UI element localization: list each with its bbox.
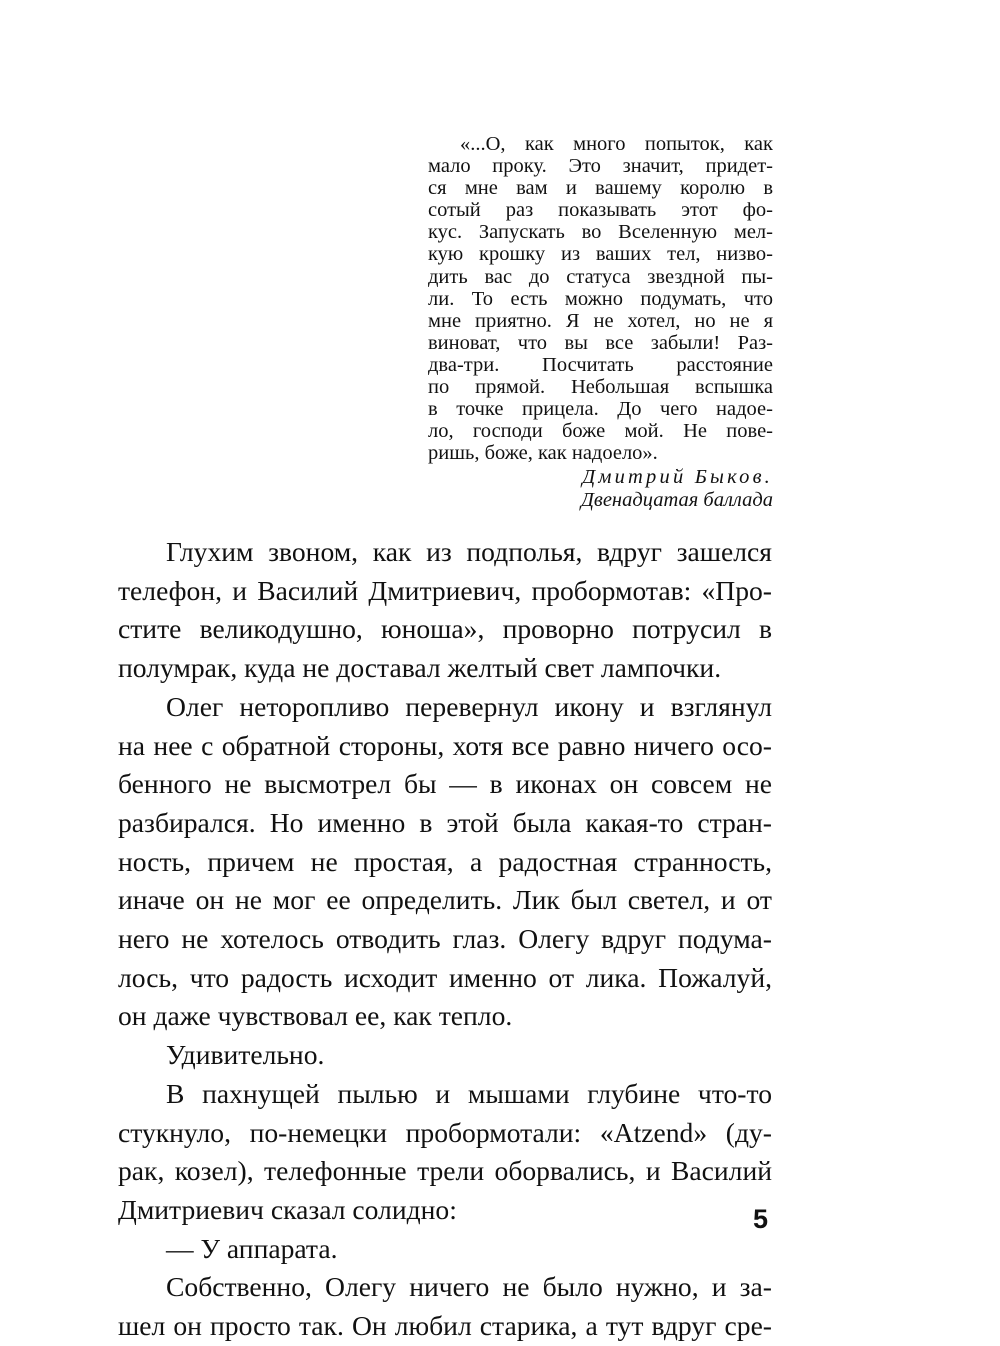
body-line: Глухим звоном, как из подполья, вдруг зашелся xyxy=(166,536,772,567)
epigraph-work-title: Двенадцатая баллада xyxy=(580,488,773,511)
body-line: ность, причем не простая, а радостная странность, xyxy=(118,845,772,877)
body-line: лось, что радость исходит именно от лика. Пожалуй, xyxy=(118,961,772,993)
epigraph-line: ло, господи боже мой. Не пове- xyxy=(428,420,773,443)
body-line: Удивительно. xyxy=(166,1039,325,1071)
page-number: 5 xyxy=(752,1204,768,1234)
body-line: Дмитриевич сказал солидно: xyxy=(118,1193,457,1225)
epigraph-line: кус. Запускать во Вселенную мел- xyxy=(428,221,773,244)
epigraph-line: мало проку. Это значит, придет- xyxy=(428,155,773,178)
body-line: иначе он не мог ее определить. Лик был светел, и от xyxy=(118,884,772,916)
epigraph-line: ли. То есть можно подумать, что xyxy=(428,287,773,310)
body-line: стите великодушно, юноша», проворно потрусил в xyxy=(118,613,772,645)
epigraph-line: сотый раз показывать этот фо- xyxy=(428,199,773,222)
epigraph-line: по прямой. Небольшая вспышка xyxy=(428,376,773,399)
body-line: Олег неторопливо перевернул икону и взглянул xyxy=(166,690,772,722)
body-line: рак, козел), телефонные трели оборвались, и Василий xyxy=(118,1155,772,1187)
body-line: разбирался. Но именно в этой была какая-то стран- xyxy=(118,806,772,838)
body-line: него не хотелось отводить глаз. Олегу вдруг подума- xyxy=(118,923,772,955)
epigraph-line: «...О, как много попыток, как xyxy=(460,133,773,155)
epigraph-author: Дмитрий Быков. xyxy=(582,466,773,489)
body-line: полумрак, куда не доставал желтый свет лампочки. xyxy=(118,652,722,684)
epigraph-line: кую крошку из ваших тел, низво- xyxy=(428,243,773,266)
body-line: шел он просто так. Он любил старика, а тут вдруг сре- xyxy=(118,1310,772,1342)
epigraph-line: два-три. Посчитать расстояние xyxy=(428,353,773,376)
body-line: В пахнущей пылью и мышами глубине что-то xyxy=(166,1077,772,1109)
epigraph-line: ришь, боже, как надоело». xyxy=(428,442,658,465)
body-line: он даже чувствовал ее, как тепло. xyxy=(118,1000,513,1032)
epigraph-line: дить вас до статуса звездной пы- xyxy=(428,265,773,288)
body-line: стукнуло, по-немецки пробормотали: «Atzend» (ду- xyxy=(118,1116,772,1148)
epigraph xyxy=(428,133,773,511)
body-line: — У аппарата. xyxy=(166,1232,338,1264)
body-line: Собственно, Олегу ничего не было нужно, и за- xyxy=(166,1271,772,1303)
body-line: телефон, и Василий Дмитриевич, пробормотав: «Про- xyxy=(118,574,772,606)
body-line: бенного не высмотрел бы — в иконах он совсем не xyxy=(118,768,772,800)
body-text xyxy=(118,533,772,1346)
epigraph-line: в точке прицела. До чего надое- xyxy=(428,398,773,421)
epigraph-line: мне приятно. Я не хотел, но не я xyxy=(428,309,773,332)
epigraph-line: виноват, что вы все забыли! Раз- xyxy=(428,331,773,354)
body-line: на нее с обратной стороны, хотя все равно ничего осо- xyxy=(118,729,772,761)
epigraph-line: ся мне вам и вашему королю в xyxy=(428,177,773,200)
